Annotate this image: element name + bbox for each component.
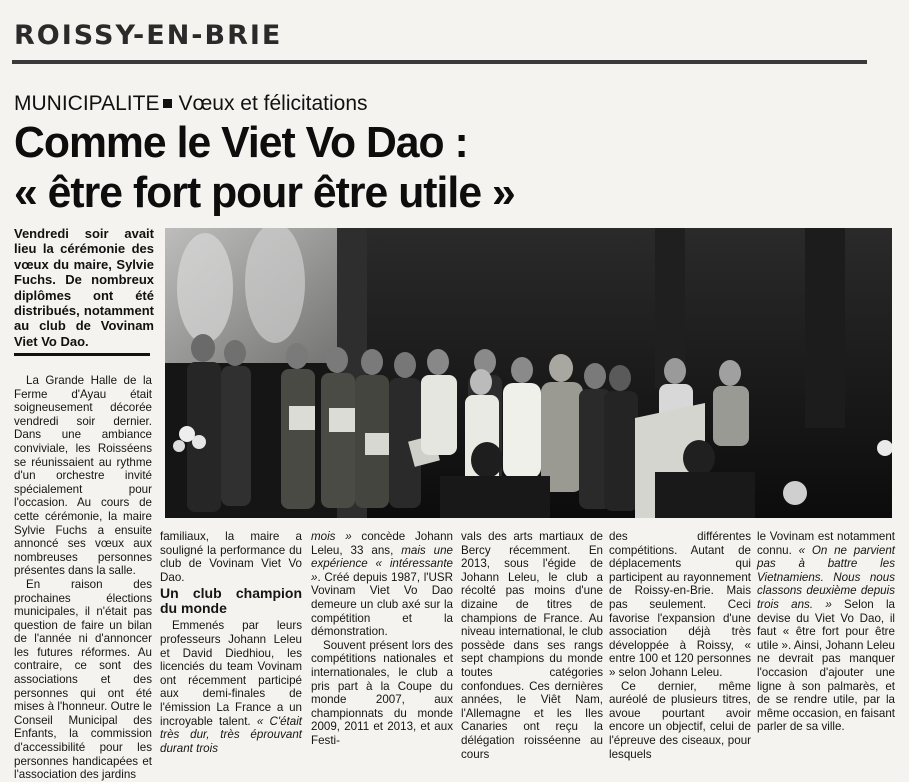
body-column-5 xyxy=(609,530,751,761)
body-paragraph: vals des arts martiaux de Bercy récemment. En 2013, sous l'égide de Johann Leleu, le club a récolté pas moins d'une dizaine de titres de champions de France. Au niveau international, le club possède dans ses rangs sept champions du monde toutes catégories confondues. Ces dernières années, le Viêt Nam, l'Allemagne et les Iles Canaries ont reçu la délégation roisséenne au cours xyxy=(461,530,603,761)
body-paragraph: Souvent présent lors des compétitions nationales et internationales, le club a pris part à la Coupe du monde 2007, aux championnats du monde 2009, 2011 et 2013, et aux Festi- xyxy=(311,638,453,747)
header-rule xyxy=(12,60,867,64)
rubric xyxy=(14,92,368,116)
body-text: Emmenés par leurs professeurs Johann Leleu et David Diedhiou, les licenciés du team Vovinam ont récemment participé aux demi-finales de l'émission La France a un incroyable talent. xyxy=(160,619,302,728)
body-text: . Créé depuis 1987, l'USR Vovinam Viet Vo Dao demeure un club axé sur la compétition et la démonstration. xyxy=(311,570,453,639)
quote-text: « On ne parvient pas à battre les Vietnamiens. Nous nous classons deuxième depuis trois ans. » xyxy=(757,543,895,611)
headline-line-1: Comme le Viet Vo Dao : xyxy=(14,118,468,167)
lead-rule xyxy=(14,353,150,356)
ceremony-photo-illustration xyxy=(165,228,892,518)
body-column-6 xyxy=(757,530,895,734)
body-paragraph: familiaux, la maire a souligné la performance du club de Vovinam Viet Vo Dao. xyxy=(160,530,302,584)
body-text: le Vovinam est notamment connu. xyxy=(757,530,895,557)
quote-text: « C'était très dur, très éprouvant durant trois xyxy=(160,714,302,755)
body-paragraph: La Grande Halle de la Ferme d'Ayau était soigneusement décorée vendredi soir dernier. Dans une ambiance conviviale, les Roisséens se réunissaient au rythme d'un orchestre invité spécialement pour l'occasion. Au cours de cette cérémonie, la maire Sylvie Fuchs a ensuite annoncé ses vœux aux nombreuses personnes présentes dans la salle. xyxy=(14,374,152,578)
subheading: Un club champion du monde xyxy=(160,585,302,617)
body-paragraph xyxy=(311,530,453,639)
square-bullet-icon xyxy=(163,99,172,108)
quote-text: mois » xyxy=(311,530,352,543)
body-text: Selon la devise du Viet Vo Dao, il faut « être fort pour être utile ». Ainsi, Johann Leleu ne devrait pas manquer l'occasion d'ajouter une ligne à son palmarès, et de se rendre utile, par la même occasion, en faisant parler de sa ville. xyxy=(757,597,895,734)
headline xyxy=(14,118,868,218)
body-column-2 xyxy=(160,530,302,755)
body-column-1 xyxy=(14,374,152,782)
body-text: concède Johann Leleu, 33 ans, xyxy=(311,530,454,557)
body-paragraph: En raison des prochaines élections municipales, il n'était pas question de faire un bilan de l'année ni d'annoncer les futures réformes. Au contraire, ce sont des associations et des personnes qui ont été mises à l'honneur. Outre le Conseil Municipal des Enfants, la commission d'accessibilité pour les personnes handicapées et l'association des jardins xyxy=(14,577,152,782)
body-paragraph xyxy=(160,619,302,755)
body-paragraph: Ce dernier, même auréolé de plusieurs titres, avoue pourtant avoir encore un objectif, celui de l'épreuve des ciseaux, pour lesquels xyxy=(609,679,751,761)
town-header: ROISSY-EN-BRIE xyxy=(14,20,283,51)
quote-text: mais une expérience « intéressante » xyxy=(311,543,454,584)
rubric-topic: Vœux et félicitations xyxy=(178,92,368,115)
body-paragraph xyxy=(757,530,895,734)
body-paragraph: des différentes compétitions. Autant de déplacements qui participent au rayonnement de Roissy-en-Brie. Mais pas seulement. Ceci favorise l'expansion d'une association déjà très développée à Roissy, « entre 100 et 120 personnes » selon Johann Leleu. xyxy=(609,530,751,679)
rubric-section: MUNICIPALITE xyxy=(14,92,160,115)
ceremony-photo xyxy=(165,228,892,518)
body-column-4 xyxy=(461,530,603,761)
lead-paragraph: Vendredi soir avait lieu la cérémonie des vœux du maire, Sylvie Fuchs. De nombreux diplômes ont été distribués, notamment au club de Vovinam Viet Vo Dao. xyxy=(14,226,154,349)
headline-line-2: « être fort pour être utile » xyxy=(14,168,515,217)
